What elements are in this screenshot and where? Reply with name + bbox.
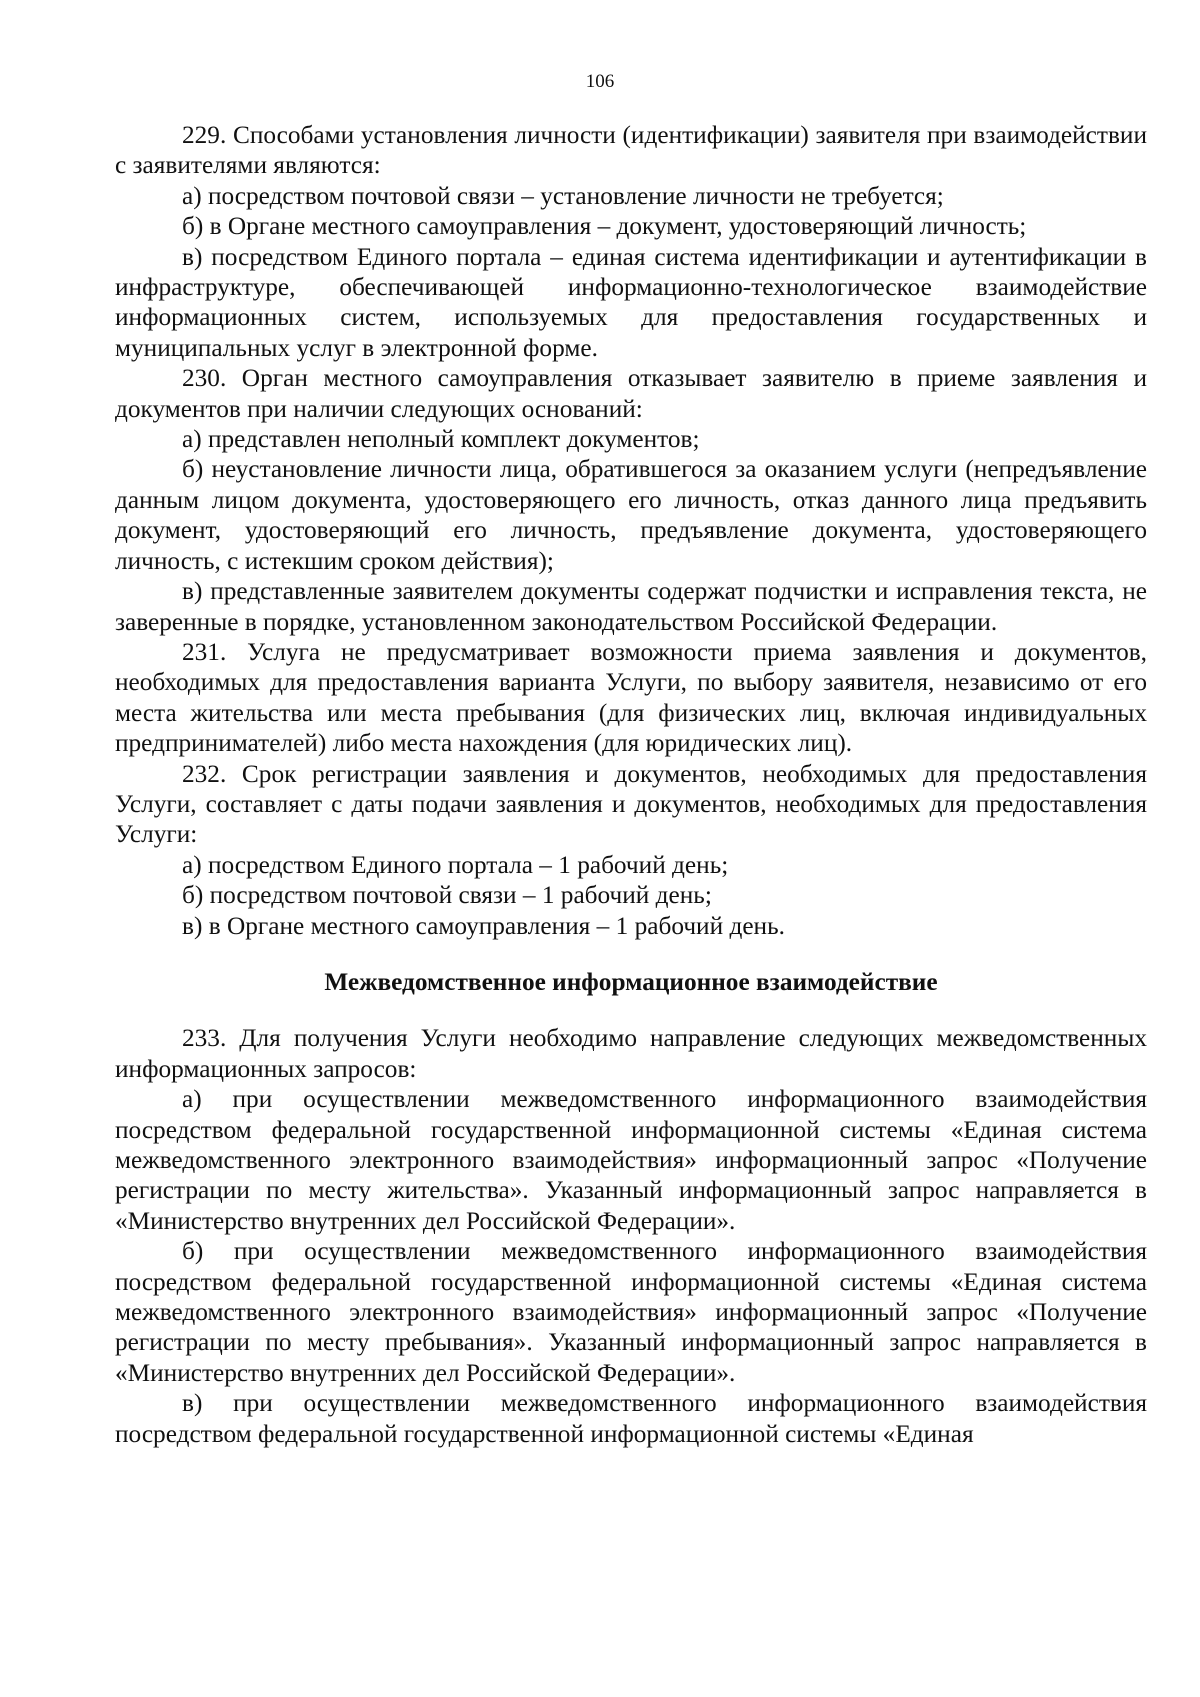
list-item-233-b: б) при осуществлении межведомственного информационного взаимодействия посредством федеральной государственной информационной системы «Единая система межведомственного электронного взаимодействия» информационный запрос «Получение регистрации по месту пребывания». Указанный информационный запрос направляется в «Министерство внутренних дел Российской Федерации». — [115, 1237, 1147, 1387]
list-item-232-b: б) посредством почтовой связи – 1 рабочий день; — [182, 881, 712, 910]
paragraph-232: 232. Срок регистрации заявления и документов, необходимых для предоставления Услуги, составляет с даты подачи заявления и документов, необходимых для предоставления Услуги: — [115, 759, 1147, 849]
list-item-229-b: б) в Органе местного самоуправления – документ, удостоверяющий личность; — [182, 212, 1027, 241]
list-item-232-a: а) посредством Единого портала – 1 рабочий день; — [182, 850, 729, 879]
paragraph-233: 233. Для получения Услуги необходимо направление следующих межведомственных информационных запросов: — [115, 1024, 1147, 1083]
list-item-230-a: а) представлен неполный комплект документов; — [182, 425, 700, 454]
list-item-230-b: б) неустановление личности лица, обратившегося за оказанием услуги (непредъявление данным лицом документа, удостоверяющего его личность, отказ данного лица предъявить документ, удостоверяющий его личность, предъявление документа, удостоверяющего личность, с истекшим сроком действия); — [115, 455, 1147, 575]
list-item-232-v: в) в Органе местного самоуправления – 1 рабочий день. — [182, 911, 785, 940]
list-item-229-v: в) посредством Единого портала – единая система идентификации и аутентификации в инфраструктуре, обеспечивающей информационно-технологическое взаимодействие информационных систем, используемых для предоставления государственных и муниципальных услуг в электронной форме. — [115, 242, 1147, 362]
document-body — [115, 120, 1147, 1449]
list-item-233-v: в) при осуществлении межведомственного информационного взаимодействия посредством федеральной государственной информационной системы «Единая — [115, 1389, 1147, 1448]
section-heading: Межведомственное информационное взаимодействие — [324, 967, 938, 996]
list-item-233-a: а) при осуществлении межведомственного информационного взаимодействия посредством федеральной государственной информационной системы «Единая система межведомственного электронного взаимодействия» информационный запрос «Получение регистрации по месту жительства». Указанный информационный запрос направляется в «Министерство внутренних дел Российской Федерации». — [115, 1085, 1147, 1235]
paragraph-229: 229. Способами установления личности (идентификации) заявителя при взаимодействии с заявителями являются: — [115, 121, 1147, 180]
paragraph-231: 231. Услуга не предусматривает возможности приема заявления и документов, необходимых для предоставления варианта Услуги, по выбору заявителя, независимо от его места жительства или места пребывания (для физических лиц, включая индивидуальных предпринимателей) либо места нахождения (для юридических лиц). — [115, 637, 1147, 758]
list-item-229-a: а) посредством почтовой связи – установление личности не требуется; — [182, 181, 944, 210]
page-number: 106 — [585, 71, 615, 92]
list-item-230-v: в) представленные заявителем документы содержат подчистки и исправления текста, не заверенные в порядке, установленном законодательством Российской Федерации. — [115, 577, 1147, 636]
paragraph-230: 230. Орган местного самоуправления отказывает заявителю в приеме заявления и документов при наличии следующих оснований: — [115, 364, 1147, 423]
